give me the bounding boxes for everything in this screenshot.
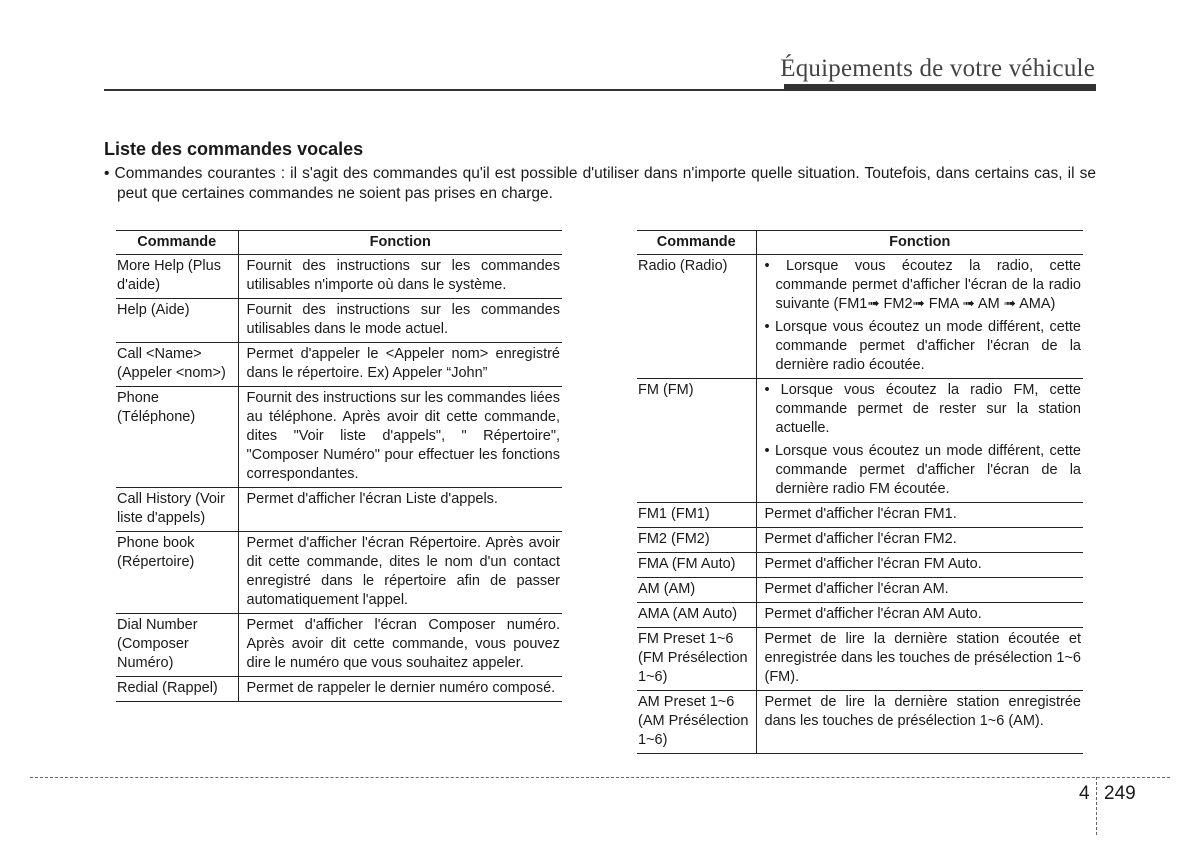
column-header-command: Commande <box>116 231 238 255</box>
command-cell: FM Preset 1~6 (FM Présélection 1~6) <box>637 628 756 691</box>
command-cell: FM (FM) <box>637 379 756 503</box>
bullet-item: • Lorsque vous écoutez un mode différent, cette commande permet d'afficher l'écran de la dernière radio FM écoutée. <box>764 443 1081 497</box>
footer-page-separator <box>1096 777 1097 835</box>
table-row <box>637 255 1083 379</box>
command-cell: Call <Name> (Appeler <nom>) <box>116 343 238 387</box>
command-cell: AMA (AM Auto) <box>637 603 756 628</box>
command-cell: FM2 (FM2) <box>637 528 756 553</box>
function-cell: Permet de rappeler le dernier numéro composé. <box>238 677 562 702</box>
chapter-number: 4 <box>1079 783 1090 804</box>
table-row <box>116 255 562 299</box>
table-row <box>637 603 1083 628</box>
intro-paragraph: • Commandes courantes : il s'agit des commandes qu'il est possible d'utiliser dans n'importe quelle situation. Toutefois, dans certains cas, il se peut que certaines commandes ne soient pas prises en charge. <box>104 165 1096 202</box>
command-cell: Call History (Voir liste d'appels) <box>116 488 238 532</box>
command-cell: Phone (Téléphone) <box>116 387 238 488</box>
function-cell: Fournit des instructions sur les commandes utilisables dans le mode actuel. <box>238 299 562 343</box>
function-cell: Permet de lire la dernière station enregistrée dans les touches de présélection 1~6 (AM). <box>756 691 1083 754</box>
voice-commands-table-left <box>116 230 562 702</box>
table-row <box>637 628 1083 691</box>
table-row <box>116 387 562 488</box>
function-cell: Permet d'afficher l'écran FM2. <box>756 528 1083 553</box>
table-row <box>116 677 562 702</box>
column-header-command: Commande <box>637 231 756 255</box>
command-cell: AM Preset 1~6 (AM Présélection 1~6) <box>637 691 756 754</box>
function-cell: Permet d'afficher l'écran AM Auto. <box>756 603 1083 628</box>
section-title: Liste des commandes vocales <box>104 139 364 159</box>
function-cell <box>756 379 1083 503</box>
table-row <box>637 691 1083 754</box>
page-number: 249 <box>1104 783 1136 804</box>
function-cell: Permet d'afficher l'écran Composer numéro. Après avoir dit cette commande, vous pouvez dire le numéro que vous souhaitez appeler. <box>238 614 562 677</box>
bullet-item: • Lorsque vous écoutez la radio, cette commande permet d'afficher l'écran de la radio suivante (FM1➟ FM2➟ FMA ➟ AM ➟ AMA) <box>764 258 1081 312</box>
header-rule-accent <box>784 84 1096 91</box>
command-cell: Radio (Radio) <box>637 255 756 379</box>
table-header-row <box>116 231 562 255</box>
command-cell: FMA (FM Auto) <box>637 553 756 578</box>
command-cell: FM1 (FM1) <box>637 503 756 528</box>
table-header-row <box>637 231 1083 255</box>
function-cell: Permet de lire la dernière station écoutée et enregistrée dans les touches de présélection 1~6 (FM). <box>756 628 1083 691</box>
table-row <box>116 532 562 614</box>
bullet-item: • Lorsque vous écoutez la radio FM, cette commande permet de rester sur la station actuelle. <box>764 382 1081 436</box>
command-cell: More Help (Plus d'aide) <box>116 255 238 299</box>
function-cell: Fournit des instructions sur les commandes utilisables n'importe où dans le système. <box>238 255 562 299</box>
table-row <box>116 343 562 387</box>
command-cell: Redial (Rappel) <box>116 677 238 702</box>
table-row <box>637 379 1083 503</box>
command-cell: Phone book (Répertoire) <box>116 532 238 614</box>
footer-divider <box>30 777 1170 778</box>
table-row <box>637 553 1083 578</box>
column-header-function: Fonction <box>756 231 1083 255</box>
table-row <box>116 488 562 532</box>
header-title: Équipements de votre véhicule <box>780 55 1095 82</box>
table-row <box>116 614 562 677</box>
function-cell: Permet d'afficher l'écran Liste d'appels. <box>238 488 562 532</box>
command-cell: AM (AM) <box>637 578 756 603</box>
function-cell: Permet d'appeler le <Appeler nom> enregistré dans le répertoire. Ex) Appeler “John” <box>238 343 562 387</box>
function-cell: Permet d'afficher l'écran Répertoire. Après avoir dit cette commande, dites le nom d'un contact enregistré dans le répertoire afin de passer automatiquement l'appel. <box>238 532 562 614</box>
function-cell: Fournit des instructions sur les commandes liées au téléphone. Après avoir dit cette commande, dites "Voir liste d'appels", " Répertoire", "Composer Numéro" pour effectuer les fonctions correspondantes. <box>238 387 562 488</box>
function-cell: Permet d'afficher l'écran FM1. <box>756 503 1083 528</box>
function-cell: Permet d'afficher l'écran AM. <box>756 578 1083 603</box>
table-row <box>637 528 1083 553</box>
table-row <box>637 503 1083 528</box>
voice-commands-table-right <box>637 230 1083 754</box>
table-row <box>637 578 1083 603</box>
function-cell <box>756 255 1083 379</box>
table-row <box>116 299 562 343</box>
function-cell: Permet d'afficher l'écran FM Auto. <box>756 553 1083 578</box>
bullet-item: • Lorsque vous écoutez un mode différent, cette commande permet d'afficher l'écran de la dernière radio écoutée. <box>764 319 1081 373</box>
command-cell: Help (Aide) <box>116 299 238 343</box>
column-header-function: Fonction <box>238 231 562 255</box>
command-cell: Dial Number (Composer Numéro) <box>116 614 238 677</box>
